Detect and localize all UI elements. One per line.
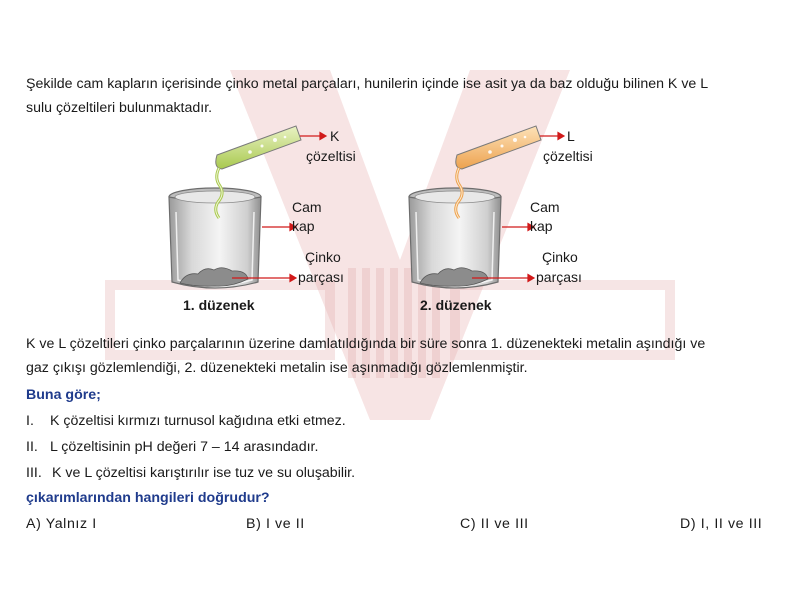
- option-text: I, II ve III: [700, 516, 763, 532]
- intro-line-2: sulu çözeltileri bulunmaktadır.: [26, 100, 213, 116]
- option-d[interactable]: [680, 514, 762, 534]
- container-label-2a: Cam: [530, 199, 560, 215]
- statement-text: L çözeltisinin pH değeri 7 – 14 arasındadır.: [50, 439, 319, 455]
- statement-text: K ve L çözeltisi karıştırılır ise tuz ve su oluşabilir.: [52, 465, 356, 481]
- option-a[interactable]: [26, 514, 97, 534]
- statement-2: [26, 437, 318, 457]
- setup-2-caption: 2. düzenek: [420, 297, 492, 313]
- option-text: II ve III: [480, 516, 529, 532]
- statement-1: [26, 411, 346, 431]
- test-tube-k: [216, 126, 301, 169]
- statement-number: II.: [26, 439, 38, 455]
- option-label: C): [460, 516, 477, 532]
- statement-number: I.: [26, 413, 34, 429]
- metal-label-1b: parçası: [298, 269, 344, 285]
- option-label: A): [26, 516, 42, 532]
- option-c[interactable]: [460, 514, 529, 534]
- setup-1-caption: 1. düzenek: [183, 297, 255, 313]
- option-b[interactable]: [246, 514, 305, 534]
- l-solution-word: çözeltisi: [543, 148, 593, 164]
- container-label-1a: Cam: [292, 199, 322, 215]
- metal-label-1a: Çinko: [305, 249, 341, 265]
- container-label-2b: kap: [530, 218, 553, 234]
- option-text: I ve II: [265, 516, 305, 532]
- observation-line-2: gaz çıkışı gözlemlendiği, 2. düzenekteki metalin ise aşınmadığı gözlemlenmiştir.: [26, 360, 528, 376]
- statement-text: K çözeltisi kırmızı turnusol kağıdına etki etmez.: [50, 413, 346, 429]
- question-text: çıkarımlarından hangileri doğrudur?: [26, 490, 270, 506]
- option-label: D): [680, 516, 697, 532]
- statement-3: [26, 463, 355, 483]
- container-label-1b: kap: [292, 218, 315, 234]
- observation-line-1: K ve L çözeltileri çinko parçalarının üzerine damlatıldığında bir süre sonra 1. düzenekteki metalin aşındığı ve: [26, 336, 706, 352]
- statement-number: III.: [26, 465, 42, 481]
- intro-line-1: Şekilde cam kapların içerisinde çinko metal parçaları, hunilerin içinde ise asit ya da baz olduğu bilinen K ve L: [26, 76, 709, 92]
- k-solution-letter: K: [330, 128, 340, 144]
- metal-label-2a: Çinko: [542, 249, 578, 265]
- prompt-text: Buna göre;: [26, 387, 101, 403]
- l-solution-letter: L: [567, 128, 575, 144]
- option-label: B): [246, 516, 262, 532]
- test-tube-l: [456, 126, 541, 169]
- metal-label-2b: parçası: [536, 269, 582, 285]
- k-solution-word: çözeltisi: [306, 148, 356, 164]
- option-text: Yalnız I: [45, 516, 97, 532]
